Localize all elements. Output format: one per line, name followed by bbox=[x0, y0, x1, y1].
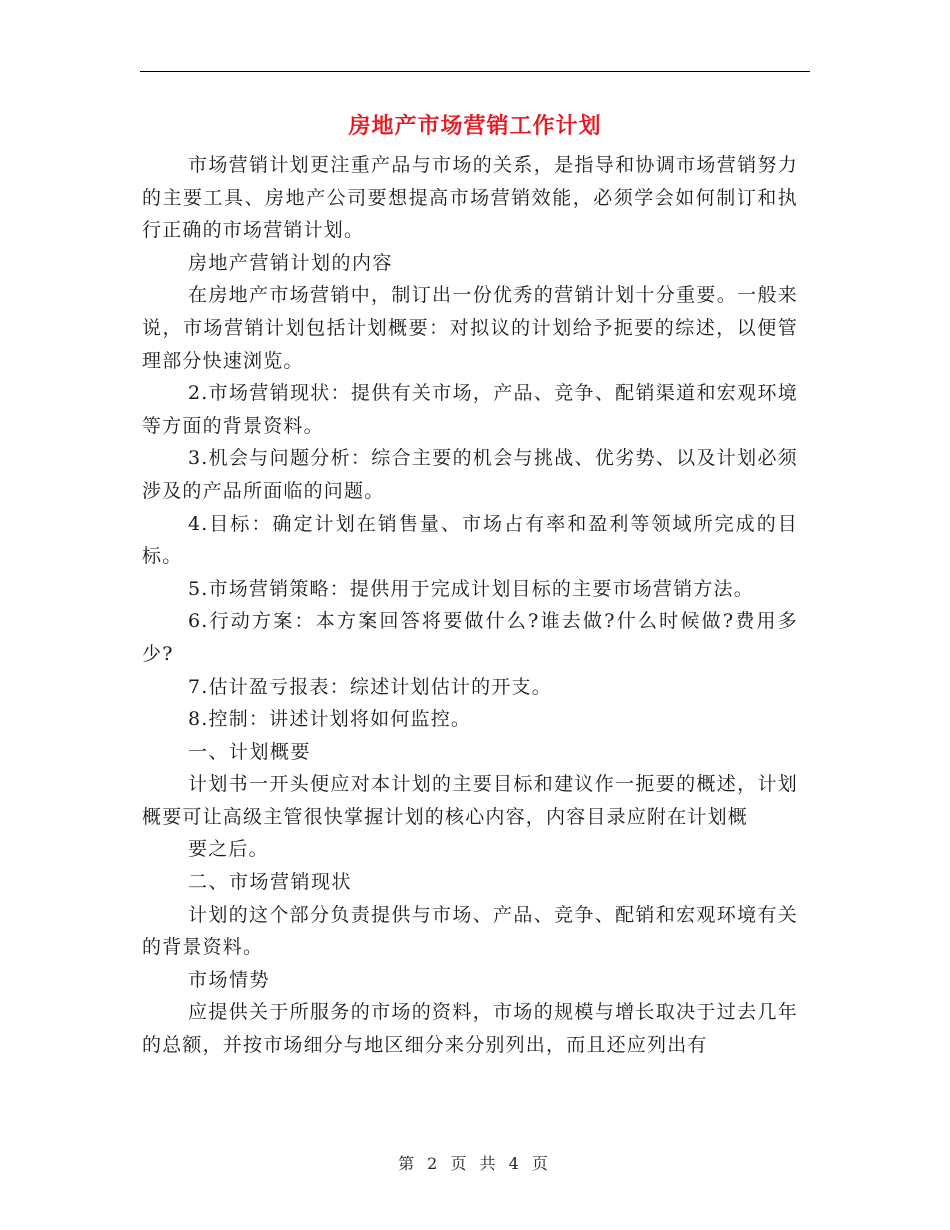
paragraph-plan-overview: 在房地产市场营销中，制订出一份优秀的营销计划十分重要。一般来说，市场营销计划包括计划概要：对拟议的计划给予扼要的综述，以便管理部分快速浏览。 bbox=[142, 284, 798, 372]
header-rule bbox=[140, 71, 810, 72]
list-item-market-status: 2.市场营销现状：提供有关市场，产品、竞争、配销渠道和宏观环境等方面的背景资料。 bbox=[142, 382, 798, 437]
page-number-footer: 第 2 页 共 4 页 bbox=[398, 1154, 552, 1173]
list-item-objectives: 4.目标：确定计划在销售量、市场占有率和盈利等领域所完成的目标。 bbox=[142, 512, 798, 568]
list-item-opportunity-analysis: 3.机会与问题分析：综合主要的机会与挑战、优劣势、以及计划必须涉及的产品所面临的问题。 bbox=[142, 447, 798, 502]
paragraph-market-situation: 应提供关于所服务的市场的资料，市场的规模与增长取决于过去几年的总额，并按市场细分与地区细分来分别列出，而且还应列出有 bbox=[142, 1001, 798, 1057]
list-item-profit-loss: 7.估计盈亏报表：综述计划估计的开支。 bbox=[188, 675, 552, 698]
list-item-action-plan: 6.行动方案：本方案回答将要做什么?谁去做?什么时候做?费用多少? bbox=[142, 610, 798, 665]
paragraph-market-status: 计划的这个部分负责提供与市场、产品、竞争、配销和宏观环境有关的背景资料。 bbox=[142, 903, 798, 959]
section-heading-market-status: 二、市场营销现状 bbox=[188, 871, 353, 894]
section-heading-plan-content: 房地产营销计划的内容 bbox=[188, 251, 394, 274]
subheading-market-situation: 市场情势 bbox=[188, 968, 271, 991]
paragraph-intro: 市场营销计划更注重产品与市场的关系，是指导和协调市场营销努力的主要工具、房地产公司要想提高市场营销效能，必须学会如何制订和执行正确的市场营销计划。 bbox=[142, 154, 798, 242]
list-item-marketing-strategy: 5.市场营销策略：提供用于完成计划目标的主要市场营销方法。 bbox=[188, 577, 754, 600]
document-body bbox=[142, 149, 798, 1062]
paragraph-summary: 计划书一开头便应对本计划的主要目标和建议作一扼要的概述，计划概要可让高级主管很快掌握计划的核心内容，内容目录应附在计划概 bbox=[142, 773, 798, 828]
document-title: 房地产市场营销工作计划 bbox=[348, 113, 602, 139]
list-item-control: 8.控制：讲述计划将如何监控。 bbox=[188, 708, 472, 731]
section-heading-summary: 一、计划概要 bbox=[188, 740, 312, 763]
paragraph-summary-continued: 要之后。 bbox=[188, 838, 269, 861]
